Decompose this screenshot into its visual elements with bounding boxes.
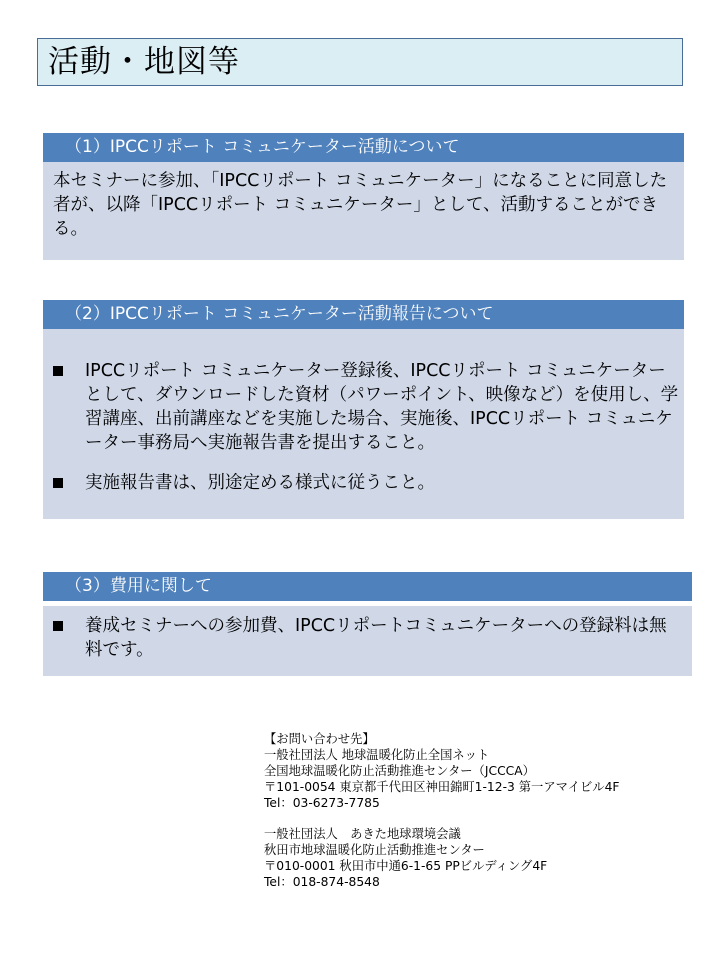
bullet-square-icon xyxy=(53,366,63,376)
bullet-text: IPCCリポート コミュニケーター登録後、IPCCリポート コミュニケーターとして、ダウンロードした資材（パワーポイント、映像など）を使用し、学習講座、出前講座などを実施した場合、実施後、IPCCリポート コミュニケーター事務局へ実施報告書を提出すること。 xyxy=(85,361,679,453)
contact-org1-address: 〒101-0054 東京都千代田区神田錦町1-12-3 第一アマイビル4F xyxy=(264,780,620,794)
contact-org1-tel: Tel：03-6273-7785 xyxy=(264,796,380,810)
section-2-body xyxy=(43,329,684,519)
bullet-text: 実施報告書は、別途定める様式に従うこと。 xyxy=(85,473,435,493)
contact-org2-tel: Tel：018-874-8548 xyxy=(264,875,380,889)
contact-org2-name: 一般社団法人 あきた地球環境会議 xyxy=(264,827,461,841)
section-3-header: （3）費用に関して xyxy=(43,572,692,601)
section-3-body xyxy=(43,606,692,676)
contact-block-2 xyxy=(264,826,547,890)
contact-org1-center: 全国地球温暖化防止活動推進センター（JCCCA） xyxy=(264,764,535,778)
bullet-square-icon xyxy=(53,621,63,631)
section-1-header: （1）IPCCリポート コミュニケーター活動について xyxy=(43,133,684,162)
section-2-header: （2）IPCCリポート コミュニケーター活動報告について xyxy=(43,300,684,329)
bullet-text: 養成セミナーへの参加費、IPCCリポートコミュニケーターへの登録料は無料です。 xyxy=(85,616,667,660)
page-title-box xyxy=(37,38,683,86)
section-1-text: 本セミナーに参加、「IPCCリポート コミュニケーター」になることに同意した者が、以降「IPCCリポート コミュニケーター」として、活動することができる。 xyxy=(53,171,668,239)
bullet-square-icon xyxy=(53,478,63,488)
page-title: 活動・地図等 xyxy=(48,44,240,80)
contact-org1-name: 一般社団法人 地球温暖化防止全国ネット xyxy=(264,748,490,762)
section-1-body xyxy=(43,162,684,260)
contact-org2-address: 〒010-0001 秋田市中通6-1-65 PPビルディング4F xyxy=(264,859,548,873)
contact-block-1 xyxy=(264,731,619,811)
contact-heading: 【お問い合わせ先】 xyxy=(264,732,375,746)
contact-org2-center: 秋田市地球温暖化防止活動推進センター xyxy=(264,843,485,857)
